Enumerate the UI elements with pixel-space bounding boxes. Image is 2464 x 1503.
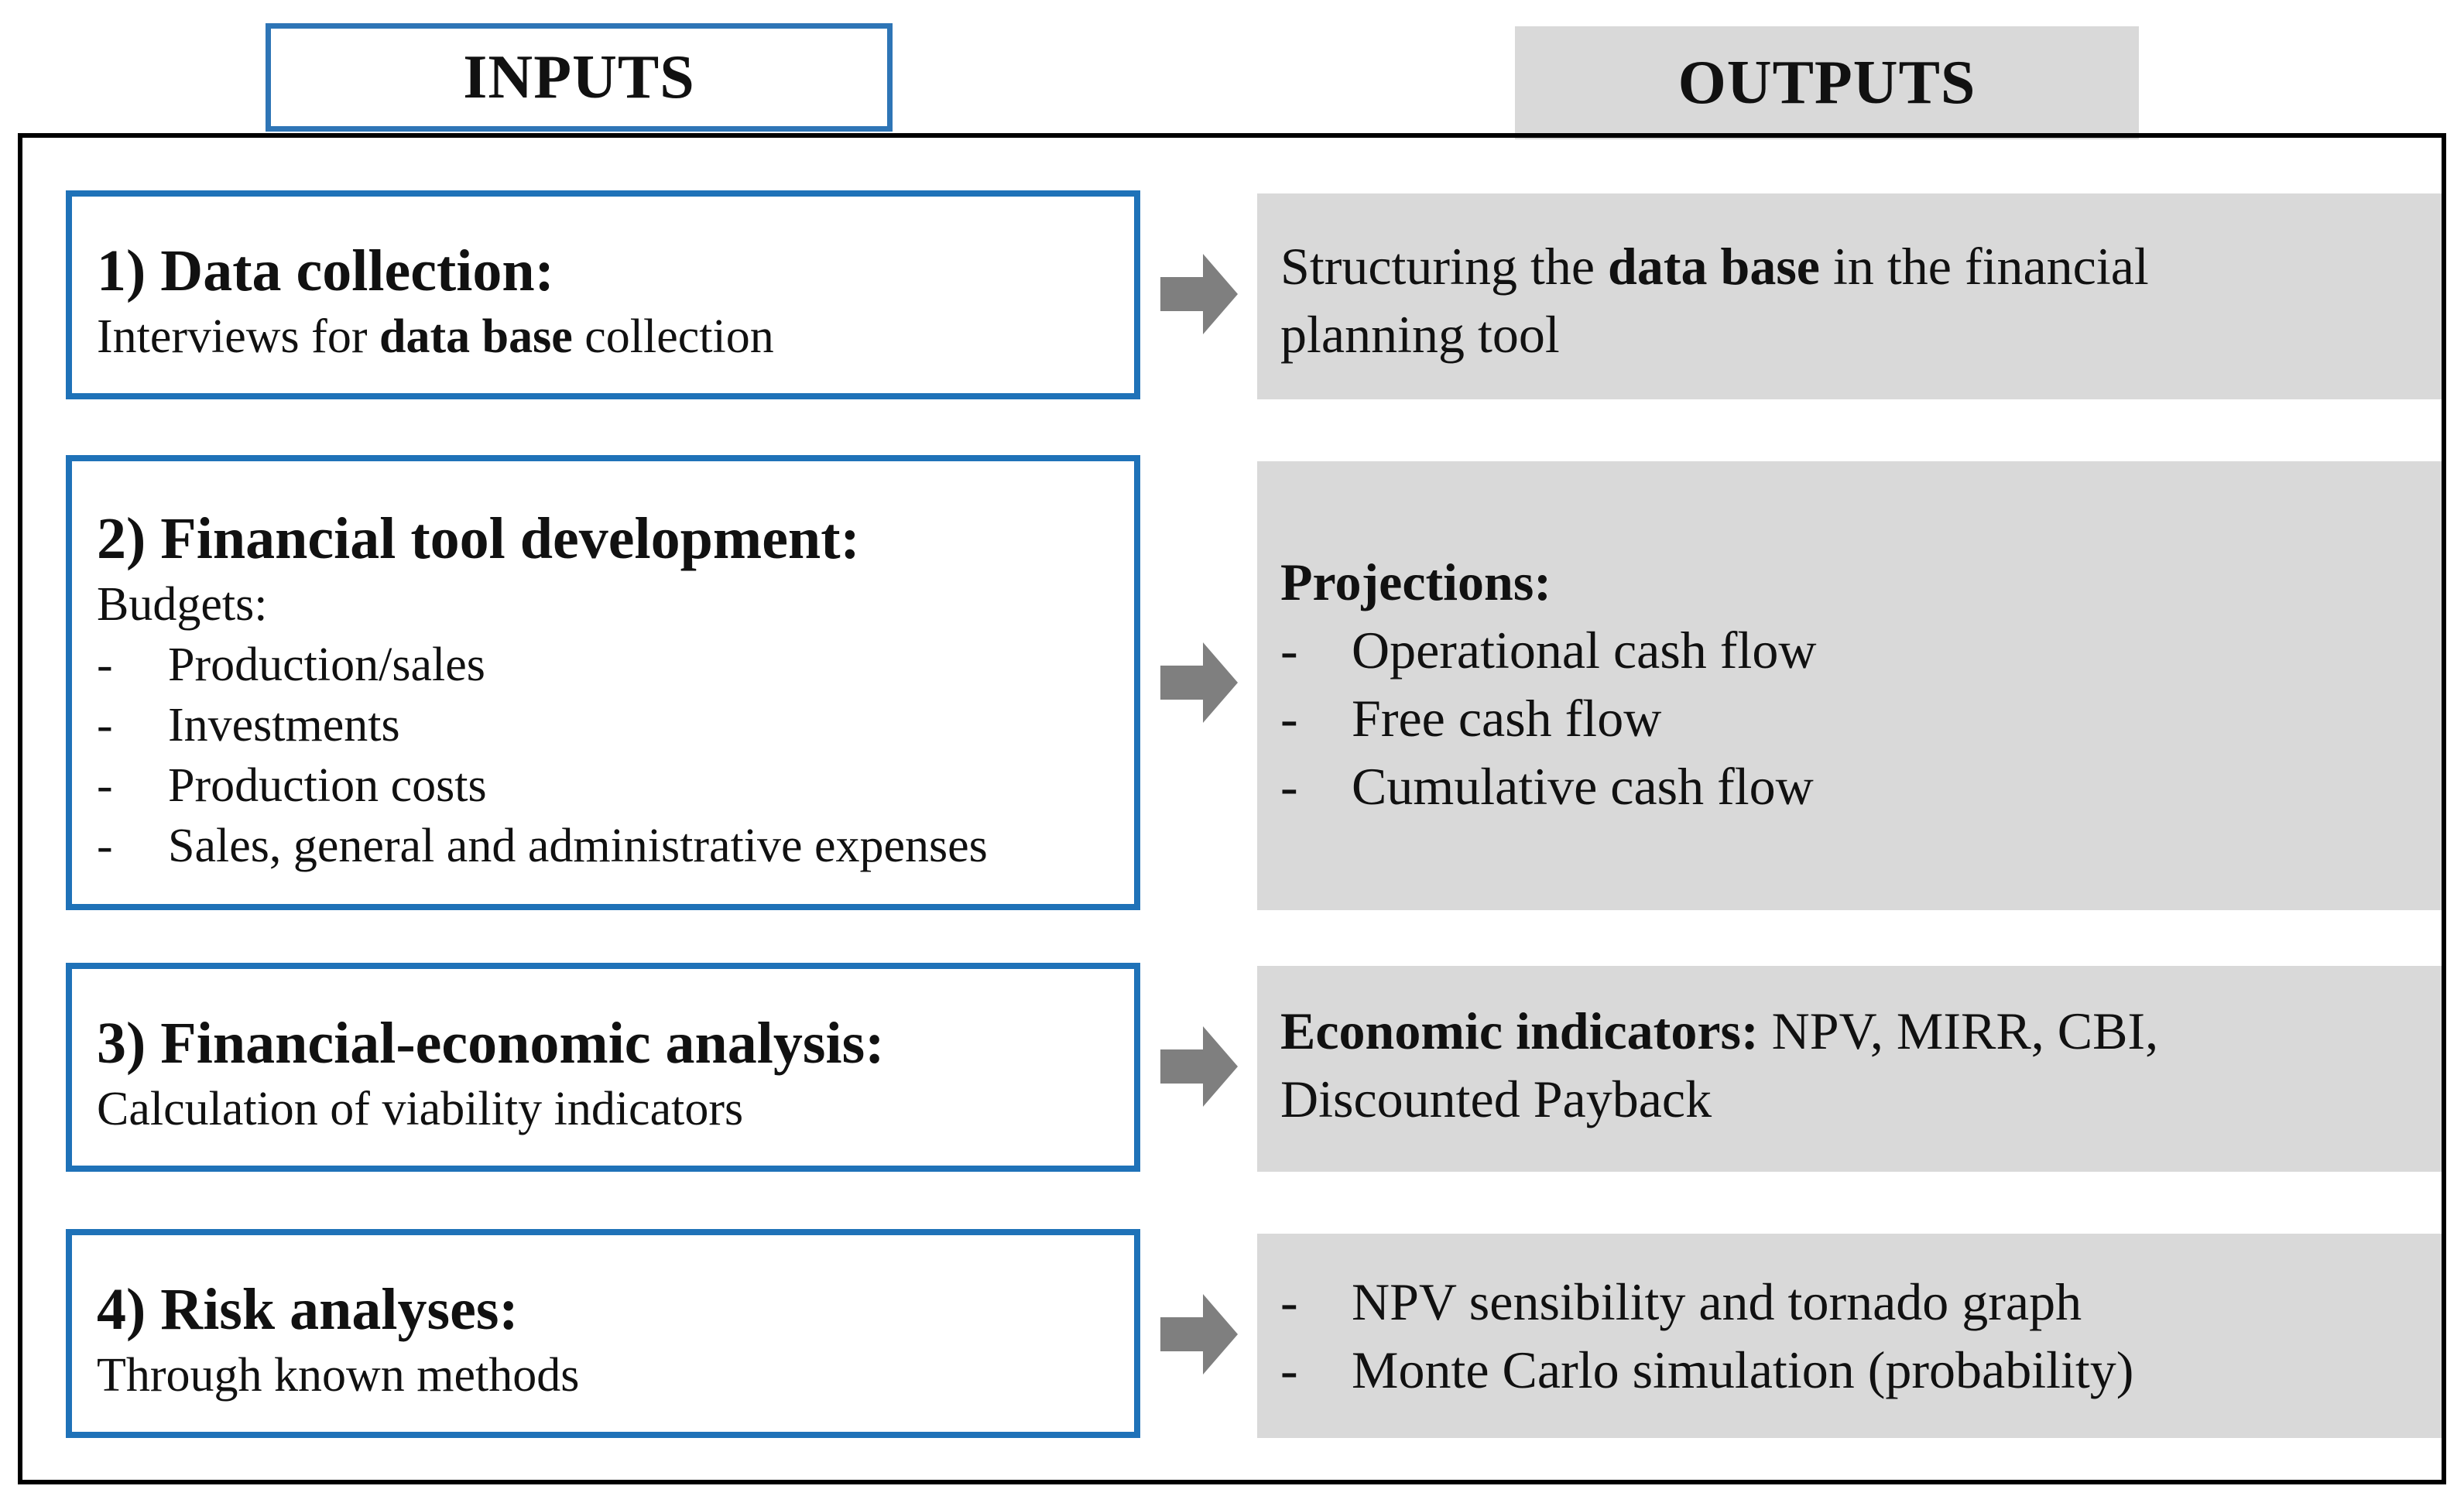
list-item	[1280, 1336, 2418, 1404]
risk-list	[1280, 1268, 2418, 1404]
input-text	[97, 306, 1109, 367]
arrow-right-icon	[1160, 1026, 1238, 1107]
arrow-right-icon	[1160, 254, 1238, 334]
list-item-text: NPV sensibility and tornado graph	[1352, 1272, 2082, 1331]
list-marker: -	[97, 759, 113, 812]
list-item-text: Cumulative cash flow	[1352, 757, 1814, 816]
list-item-text: Production/sales	[168, 639, 485, 691]
input-box-risk-analyses	[66, 1229, 1140, 1438]
input-text-part: collection	[572, 310, 774, 363]
list-item-text: Monte Carlo simulation (probability)	[1352, 1340, 2134, 1399]
list-item-text: Sales, general and administrative expenses	[168, 820, 988, 872]
list-item-text: Production costs	[168, 759, 487, 812]
list-marker: -	[1280, 1272, 1298, 1331]
list-item	[97, 755, 1109, 816]
list-marker: -	[1280, 621, 1298, 680]
input-title: 4) Risk analyses:	[97, 1277, 519, 1342]
output-text-line1	[1280, 997, 2418, 1065]
inputs-header	[266, 23, 893, 132]
list-item	[97, 816, 1109, 876]
outputs-header-label: OUTPUTS	[1678, 48, 1976, 117]
output-text-part: in the financial	[1819, 237, 2149, 296]
input-title: 3) Financial-economic analysis:	[97, 1011, 885, 1076]
output-text-bold: Economic indicators:	[1280, 1001, 1759, 1060]
input-text: Through known methods	[97, 1349, 580, 1402]
output-text-part: Structuring the	[1280, 237, 1609, 296]
list-marker: -	[97, 699, 113, 752]
list-marker: -	[97, 820, 113, 872]
output-box-data-base	[1257, 193, 2442, 399]
list-item	[1280, 616, 2418, 684]
arrow-right-icon	[1160, 1294, 1238, 1375]
list-marker: -	[1280, 757, 1298, 816]
input-title: 2) Financial tool development:	[97, 506, 860, 571]
list-item-text: Investments	[168, 699, 400, 752]
output-text-part: NPV, MIRR, CBI,	[1758, 1001, 2159, 1060]
outputs-header	[1515, 26, 2139, 139]
list-item	[97, 635, 1109, 695]
output-title: Projections:	[1280, 553, 1551, 611]
list-item	[1280, 752, 2418, 820]
budget-list	[97, 635, 1109, 876]
projections-list	[1280, 616, 2418, 820]
output-box-risk	[1257, 1234, 2442, 1438]
list-item	[97, 695, 1109, 755]
list-marker: -	[1280, 1340, 1298, 1399]
diagram-frame	[18, 133, 2446, 1484]
input-text: Calculation of viability indicators	[97, 1083, 744, 1135]
input-title: 1) Data collection:	[97, 238, 554, 303]
list-item	[1280, 684, 2418, 752]
list-item	[1280, 1268, 2418, 1336]
output-text-line1	[1280, 232, 2418, 300]
input-text-part: Interviews for	[97, 310, 379, 363]
list-item-text: Operational cash flow	[1352, 621, 1817, 680]
input-box-data-collection	[66, 190, 1140, 399]
input-box-financial-tool	[66, 455, 1140, 910]
input-text-bold: data base	[379, 310, 573, 363]
output-text-line2: planning tool	[1280, 305, 1560, 364]
list-marker: -	[1280, 689, 1298, 748]
output-box-economic-indicators	[1257, 966, 2442, 1172]
input-label: Budgets:	[97, 578, 268, 631]
output-text-bold: data base	[1608, 237, 1820, 296]
output-text-line2: Discounted Payback	[1280, 1070, 1712, 1128]
inputs-header-label: INPUTS	[463, 43, 695, 111]
list-marker: -	[97, 639, 113, 691]
output-box-projections	[1257, 461, 2442, 910]
arrow-right-icon	[1160, 642, 1238, 723]
input-box-financial-economic	[66, 963, 1140, 1172]
list-item-text: Free cash flow	[1352, 689, 1662, 748]
